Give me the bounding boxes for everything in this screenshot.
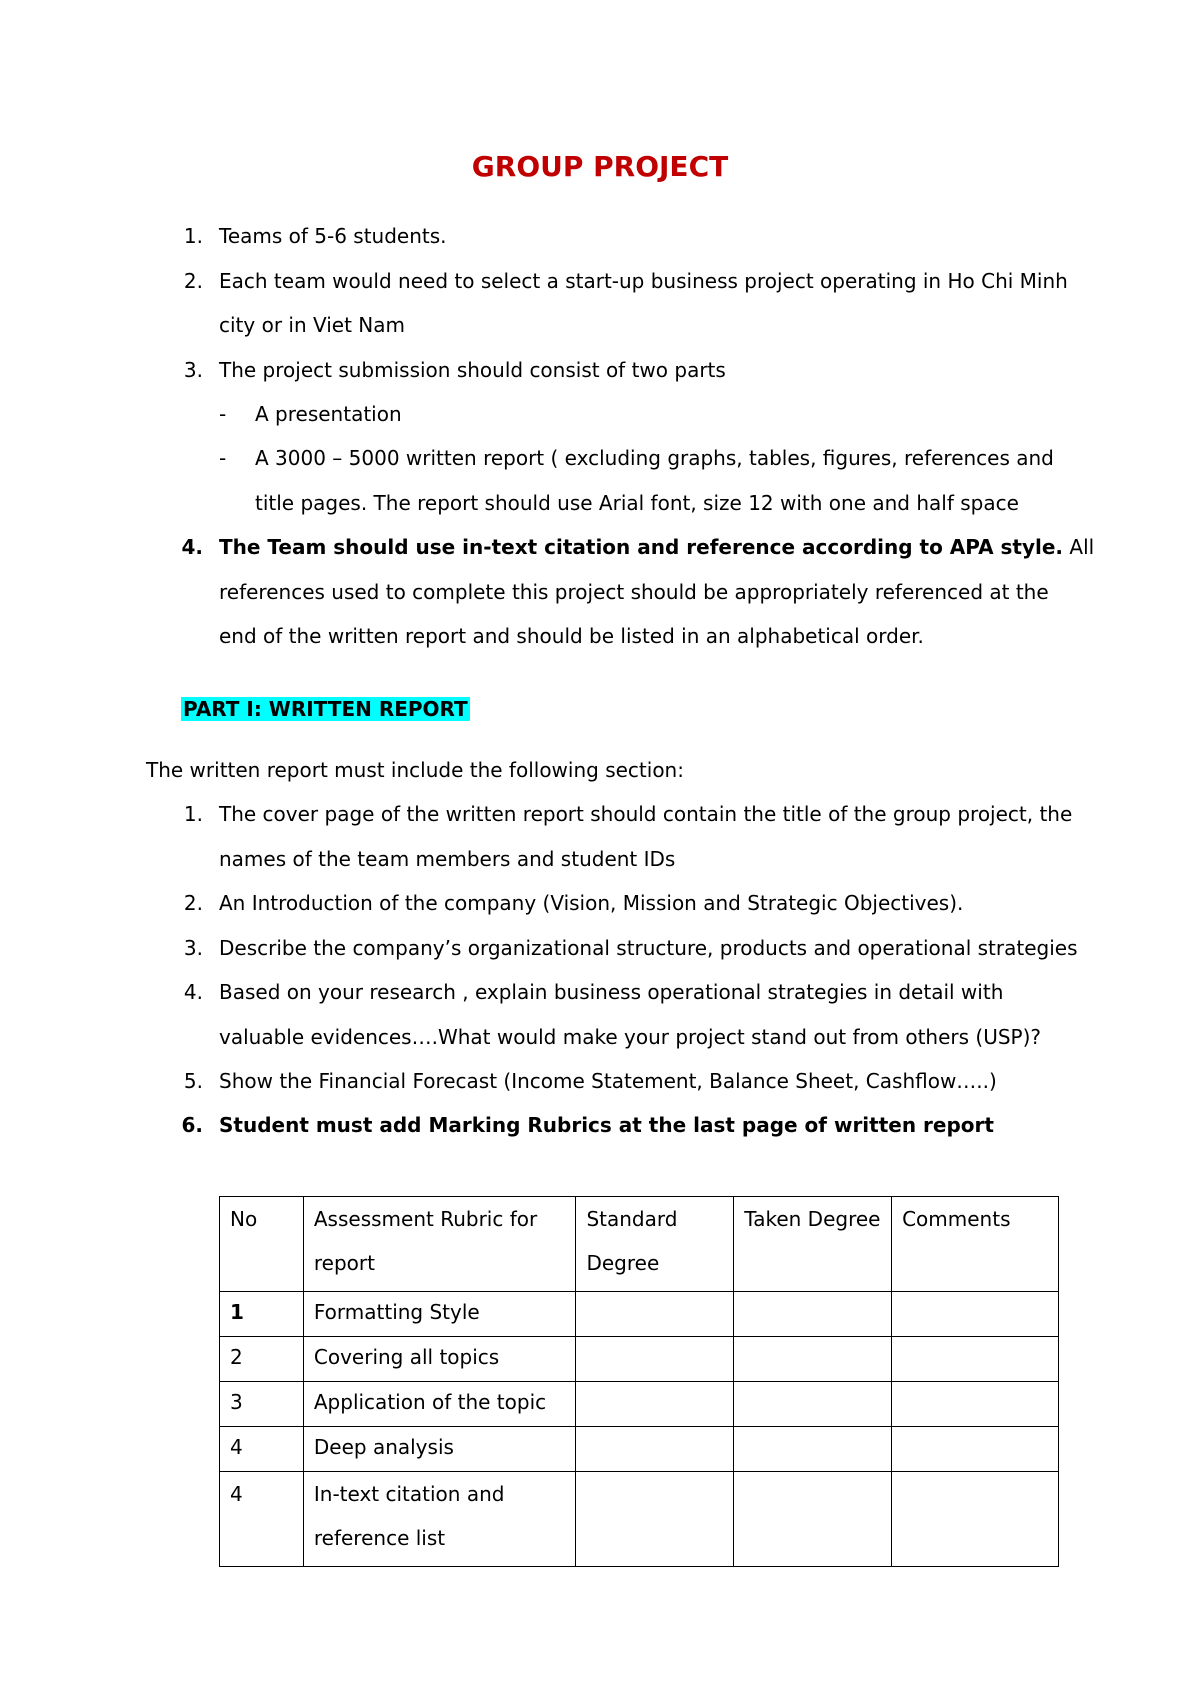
list-number: 5. bbox=[183, 1069, 203, 1093]
rubric-item: Deep analysis bbox=[303, 1427, 576, 1472]
standard-degree-cell[interactable] bbox=[576, 1337, 734, 1382]
table-row bbox=[220, 1292, 1059, 1337]
header-cell: Comments bbox=[892, 1197, 1059, 1292]
row-number: 1 bbox=[220, 1292, 304, 1337]
part1-heading: PART I: WRITTEN REPORT bbox=[183, 697, 468, 721]
list-item-text: Teams of 5-6 students. bbox=[219, 224, 447, 248]
rubric-item: Covering all topics bbox=[303, 1337, 576, 1382]
sub-bullet-dash: - bbox=[219, 446, 227, 470]
list-number: 2. bbox=[183, 269, 203, 293]
section-lead: The written report must include the following section: bbox=[146, 758, 684, 782]
standard-degree-cell[interactable] bbox=[576, 1427, 734, 1472]
row-number: 4 bbox=[220, 1472, 304, 1567]
taken-degree-cell[interactable] bbox=[734, 1337, 892, 1382]
list-item-text-rest: All bbox=[1063, 535, 1095, 559]
comments-cell[interactable] bbox=[892, 1292, 1059, 1337]
table-header-row bbox=[220, 1197, 1059, 1292]
list-number: 1. bbox=[183, 224, 203, 248]
list-number: 4. bbox=[183, 980, 203, 1004]
rubric-item: Application of the topic bbox=[303, 1382, 576, 1427]
sub-bullet-text: A presentation bbox=[255, 402, 402, 426]
header-cell: Standard Degree bbox=[576, 1197, 734, 1292]
comments-cell[interactable] bbox=[892, 1337, 1059, 1382]
list-item-text: valuable evidences….What would make your project stand out from others (USP)? bbox=[219, 1025, 1042, 1049]
table-row bbox=[220, 1427, 1059, 1472]
row-number: 3 bbox=[220, 1382, 304, 1427]
table-row bbox=[220, 1472, 1059, 1567]
list-item-text: city or in Viet Nam bbox=[219, 313, 405, 337]
list-item-text: An Introduction of the company (Vision, Mission and Strategic Objectives). bbox=[219, 891, 964, 915]
list-number: 1. bbox=[183, 802, 203, 826]
list-item-text: Student must add Marking Rubrics at the last page of written report bbox=[219, 1113, 994, 1137]
rubric-table bbox=[219, 1196, 1059, 1567]
taken-degree-cell[interactable] bbox=[734, 1472, 892, 1567]
standard-degree-cell[interactable] bbox=[576, 1382, 734, 1427]
rubric-item: In-text citation and reference list bbox=[303, 1472, 576, 1567]
apa-instruction: The Team should use in-text citation and reference according to APA style. bbox=[219, 535, 1064, 559]
comments-cell[interactable] bbox=[892, 1472, 1059, 1567]
list-item-text: Show the Financial Forecast (Income Statement, Balance Sheet, Cashflow…..) bbox=[219, 1069, 997, 1093]
sub-bullet-dash: - bbox=[219, 402, 227, 426]
sub-bullet-text: A 3000 – 5000 written report ( excluding graphs, tables, figures, references and bbox=[255, 446, 1054, 470]
sub-bullet-text: title pages. The report should use Arial font, size 12 with one and half space bbox=[255, 491, 1019, 515]
standard-degree-cell[interactable] bbox=[576, 1472, 734, 1567]
list-number: 4. bbox=[181, 535, 203, 559]
list-number: 3. bbox=[183, 358, 203, 382]
row-number: 4 bbox=[220, 1427, 304, 1472]
taken-degree-cell[interactable] bbox=[734, 1427, 892, 1472]
rubric-item: Formatting Style bbox=[303, 1292, 576, 1337]
list-item-text bbox=[219, 535, 1094, 559]
list-item-text: names of the team members and student IDs bbox=[219, 847, 676, 871]
list-item-text: references used to complete this project should be appropriately referenced at the bbox=[219, 580, 1049, 604]
header-cell: Assessment Rubric for report bbox=[303, 1197, 576, 1292]
comments-cell[interactable] bbox=[892, 1382, 1059, 1427]
list-item-text: The project submission should consist of two parts bbox=[219, 358, 726, 382]
taken-degree-cell[interactable] bbox=[734, 1292, 892, 1337]
list-number: 6. bbox=[181, 1113, 203, 1137]
list-number: 2. bbox=[183, 891, 203, 915]
list-number: 3. bbox=[183, 936, 203, 960]
header-cell: Taken Degree bbox=[734, 1197, 892, 1292]
list-item-text: end of the written report and should be listed in an alphabetical order. bbox=[219, 624, 924, 648]
list-item-text: Each team would need to select a start-up business project operating in Ho Chi Minh bbox=[219, 269, 1068, 293]
table-row bbox=[220, 1382, 1059, 1427]
document-title: GROUP PROJECT bbox=[471, 150, 729, 183]
list-item-text: The cover page of the written report should contain the title of the group project, the bbox=[219, 802, 1073, 826]
list-item-text: Based on your research , explain business operational strategies in detail with bbox=[219, 980, 1004, 1004]
list-item-text: Describe the company’s organizational structure, products and operational strategies bbox=[219, 936, 1078, 960]
row-number: 2 bbox=[220, 1337, 304, 1382]
standard-degree-cell[interactable] bbox=[576, 1292, 734, 1337]
header-cell: No bbox=[220, 1197, 304, 1292]
table-row bbox=[220, 1337, 1059, 1382]
comments-cell[interactable] bbox=[892, 1427, 1059, 1472]
section-heading bbox=[181, 697, 470, 721]
taken-degree-cell[interactable] bbox=[734, 1382, 892, 1427]
